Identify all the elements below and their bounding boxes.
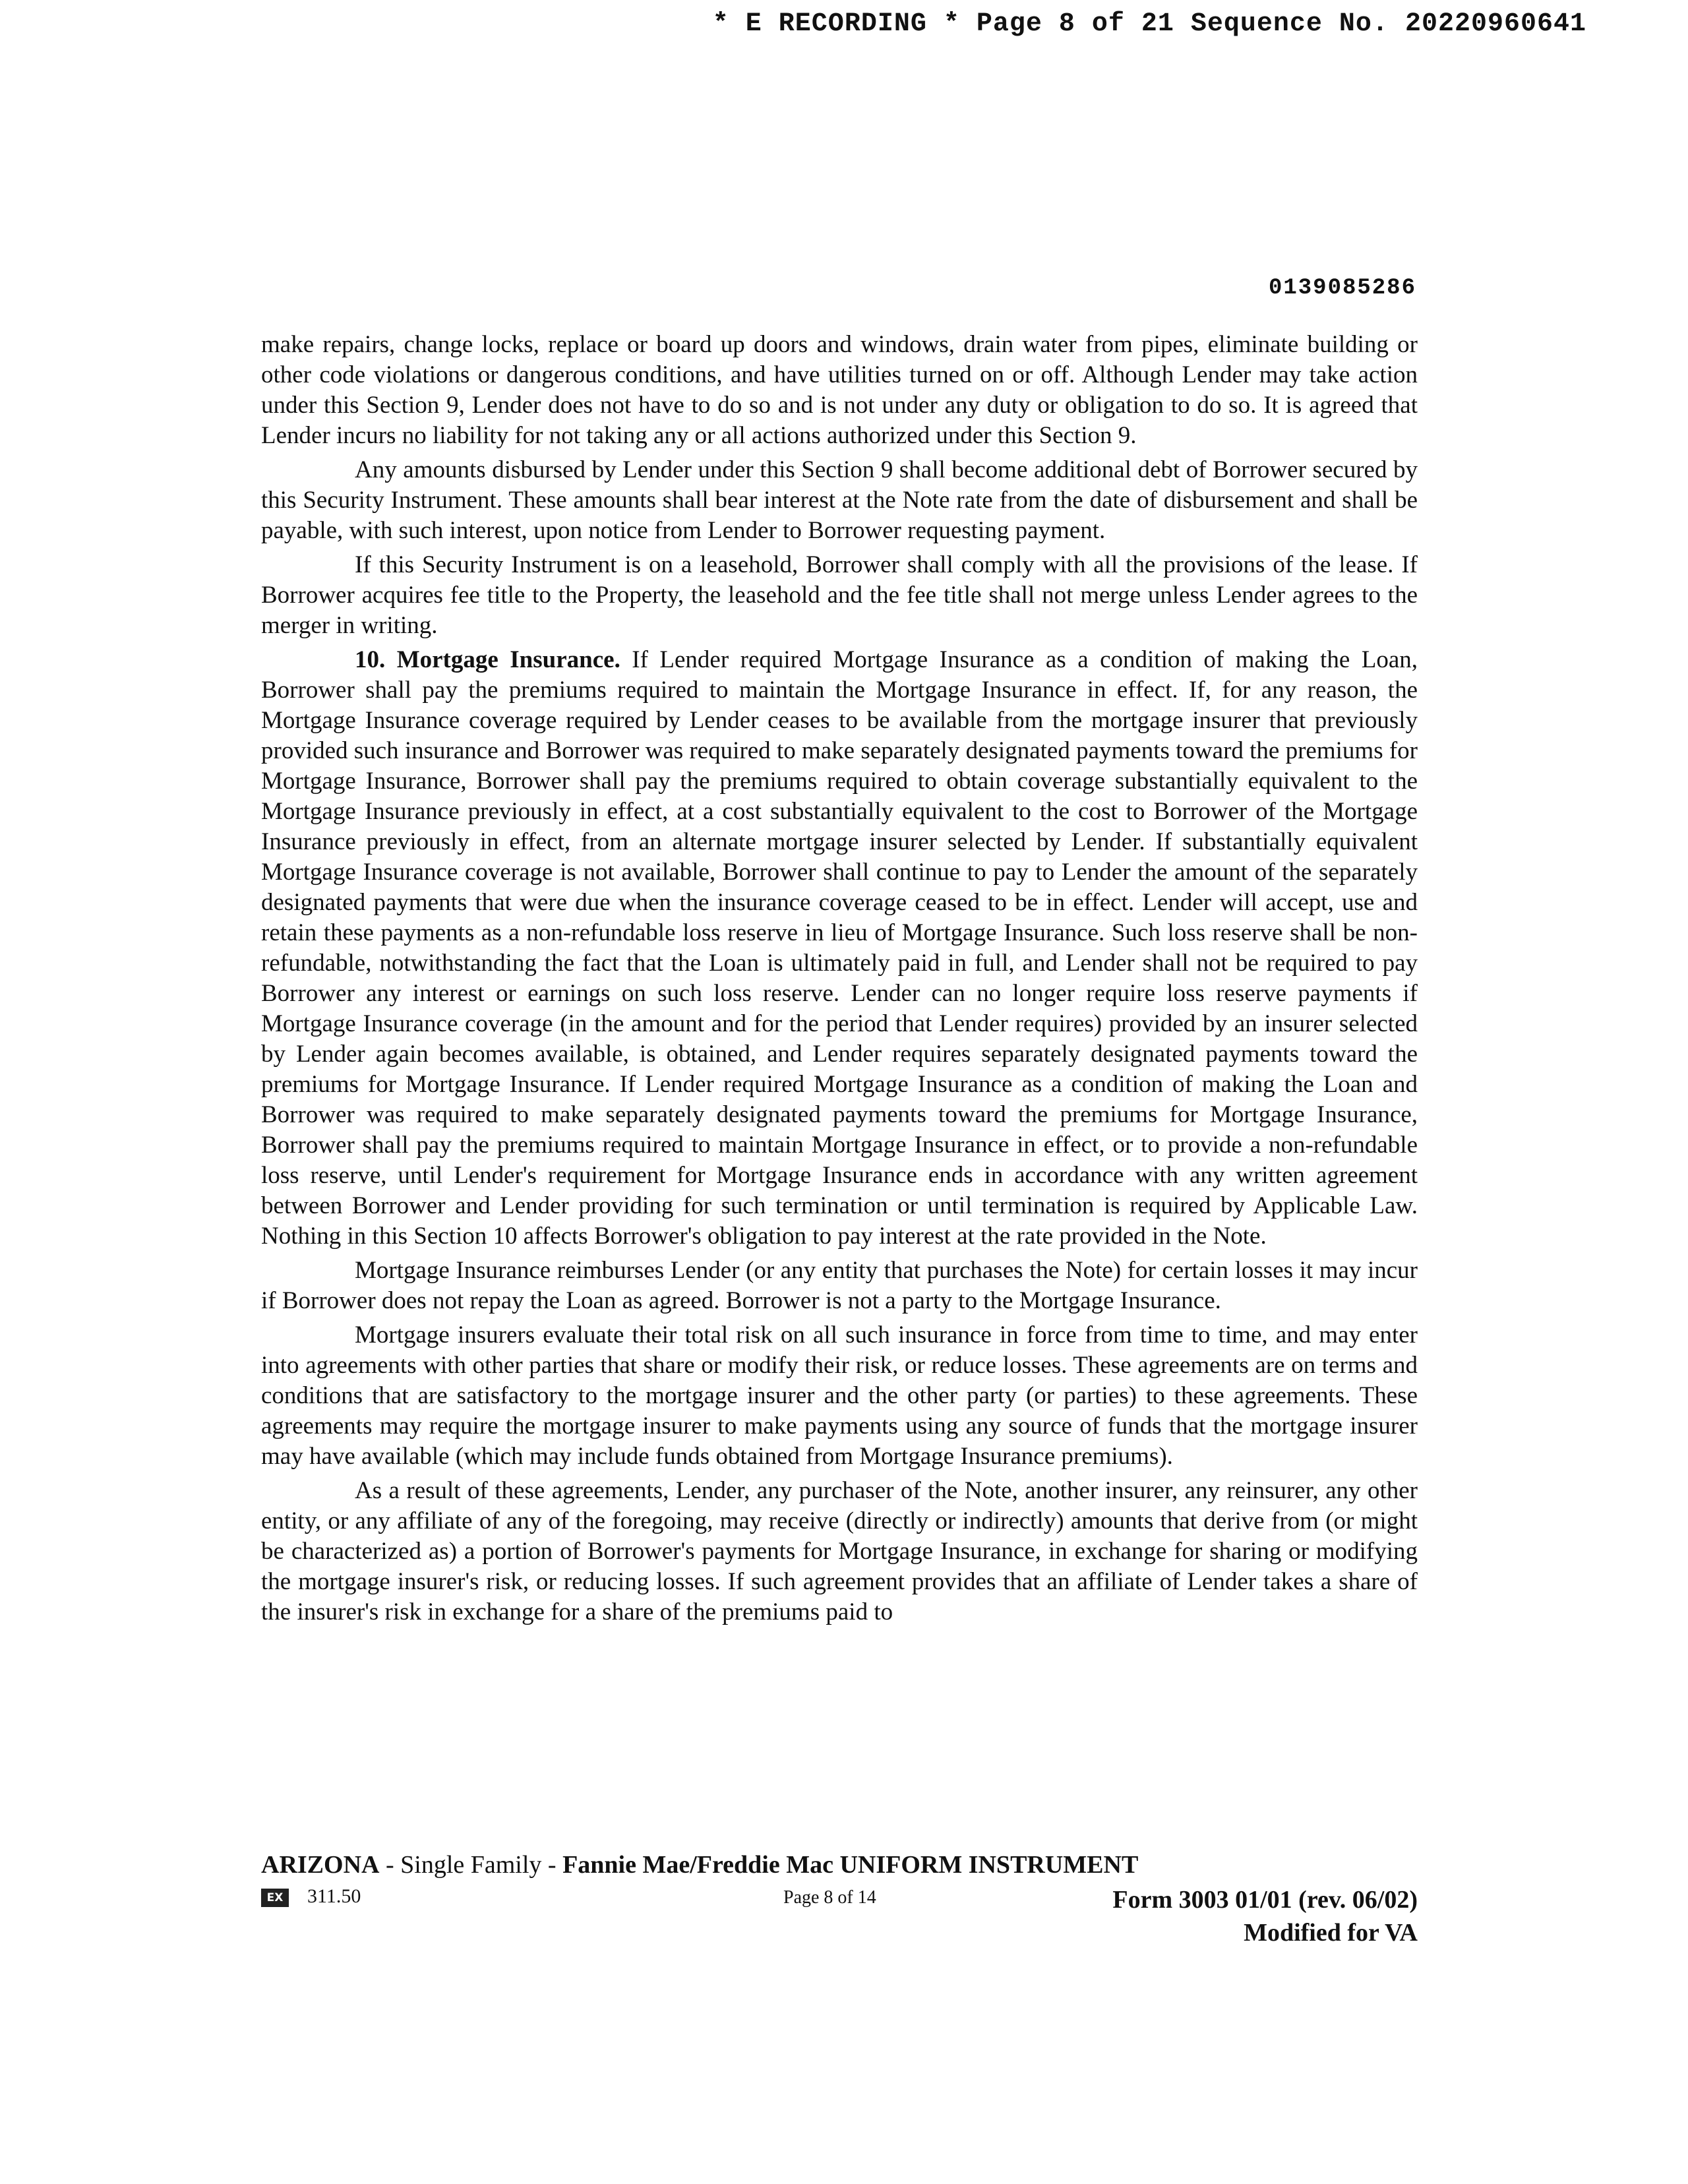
footer-page-label: Page 8 of 14: [783, 1887, 876, 1908]
paragraph-continuation: [261, 330, 1418, 451]
paragraph-text: make repairs, change locks, replace or board up doors and windows, drain water from pipes, eliminate building or other code violations or dangerous conditions, and have utilities turned on or off. Although Lender may take action under this Section 9, Lender does not have to do so and is not under any duty or obligation to do so. It is agreed that Lender incurs no liability for not taking any or all actions authorized under this Section 9.: [261, 331, 1418, 449]
footer-form-row: [261, 1883, 1418, 1947]
paragraph-text: If Lender required Mortgage Insurance as a condition of making the Loan, Borrower shall pay the premiums required to maintain the Mortgage Insurance in effect. If, for any reason, the Mortgage Insurance coverage required by Lender ceases to be available from the mortgage insurer that previously provided such insurance and Borrower was required to make separately designated payments toward the premiums for Mortgage Insurance, Borrower shall pay the premiums required to obtain coverage substantially equivalent to the Mortgage Insurance previously in effect, at a cost substantially equivalent to the cost to Borrower of the Mortgage Insurance previously in effect, from an alternate mortgage insurer selected by Lender. If substantially equivalent Mortgage Insurance coverage is not available, Borrower shall continue to pay to Lender the amount of the separately designated payments that were due when the insurance coverage ceased to be in effect. Lender will accept, use and retain these payments as a non-refundable loss reserve in lieu of Mortgage Insurance. Such loss reserve shall be non-refundable, notwithstanding the fact that the Loan is ultimately paid in full, and Lender shall not be required to pay Borrower any interest or earnings on such loss reserve. Lender can no longer require loss reserve payments if Mortgage Insurance coverage (in the amount and for the period that Lender requires) provided by an insurer selected by Lender again becomes available, is obtained, and Lender requires separately designated payments toward the premiums for Mortgage Insurance. If Lender required Mortgage Insurance as a condition of making the Loan and Borrower was required to make separately designated payments toward the premiums for Mortgage Insurance, Borrower shall pay the premiums required to maintain Mortgage Insurance in effect, or to provide a non-refundable loss reserve, until Lender's requirement for Mortgage Insurance ends in accordance with any written agreement between Borrower and Lender providing for such termination or until termination is required by Applicable Law. Nothing in this Section 10 affects Borrower's obligation to pay interest at the rate provided in the Note.: [261, 646, 1418, 1250]
paragraph-text: Mortgage Insurance reimburses Lender (or any entity that purchases the Note) for certain losses it may incur if Borrower does not repay the Loan as agreed. Borrower is not a party to the Mortgage Insurance.: [261, 1257, 1418, 1314]
paragraph-text: Any amounts disbursed by Lender under this Section 9 shall become additional debt of Borrower secured by this Security Instrument. These amounts shall bear interest at the Note rate from the date of disbursement and shall be payable, with such interest, upon notice from Lender to Borrower requesting payment.: [261, 456, 1418, 544]
paragraph-mi-reimburses: [261, 1256, 1418, 1316]
footer-form-number: Form 3003 01/01 (rev. 06/02): [1112, 1886, 1418, 1914]
section-heading: 10. Mortgage Insurance.: [355, 646, 620, 673]
paragraph-leasehold: [261, 550, 1418, 641]
footer-separator: -: [541, 1851, 563, 1879]
loan-number: 0139085286: [1268, 276, 1416, 301]
footer-form-code: 311.50: [307, 1885, 361, 1907]
document-body: [261, 330, 1418, 1631]
paragraph-disbursed-amounts: [261, 455, 1418, 546]
footer-state: ARIZONA: [261, 1851, 380, 1879]
footer-modified: Modified for VA: [1244, 1919, 1418, 1947]
footer-separator: -: [379, 1851, 401, 1879]
paragraph-text: Mortgage insurers evaluate their total risk on all such insurance in force from time to time, and may enter into agreements with other parties that share or modify their risk, or reduce losses. These agreements are on terms and conditions that are satisfactory to the mortgage insurer and the other party (or parties) to these agreements. These agreements may require the mortgage insurer to make payments using any source of funds that the mortgage insurer may have available (which may include funds obtained from Mortgage Insurance premiums).: [261, 1321, 1418, 1470]
recording-header: * E RECORDING * Page 8 of 21 Sequence No. 20220960641: [712, 9, 1586, 39]
paragraph-agreements-result: [261, 1476, 1418, 1627]
footer-instrument-line: [261, 1849, 1418, 1881]
paragraph-text: If this Security Instrument is on a leasehold, Borrower shall comply with all the provisions of the lease. If Borrower acquires fee title to the Property, the leasehold and the fee title shall not merge unless Lender agrees to the merger in writing.: [261, 551, 1418, 639]
ellie-mae-logo-icon: EX: [261, 1889, 289, 1907]
page-footer: [261, 1849, 1418, 1947]
footer-family: Single Family: [400, 1851, 542, 1879]
footer-instrument: Fannie Mae/Freddie Mac UNIFORM INSTRUMENT: [562, 1851, 1139, 1879]
paragraph-text: As a result of these agreements, Lender, any purchaser of the Note, another insurer, any reinsurer, any other entity, or any affiliate of any of the foregoing, may receive (directly or indirectly) amounts that derive from (or might be characterized as) a portion of Borrower's payments for Mortgage Insurance, in exchange for sharing or modifying the mortgage insurer's risk, or reducing losses. If such agreement provides that an affiliate of Lender takes a share of the insurer's risk in exchange for a share of the premiums paid to: [261, 1477, 1418, 1625]
paragraph-section-10: [261, 645, 1418, 1252]
paragraph-mi-insurers: [261, 1320, 1418, 1472]
